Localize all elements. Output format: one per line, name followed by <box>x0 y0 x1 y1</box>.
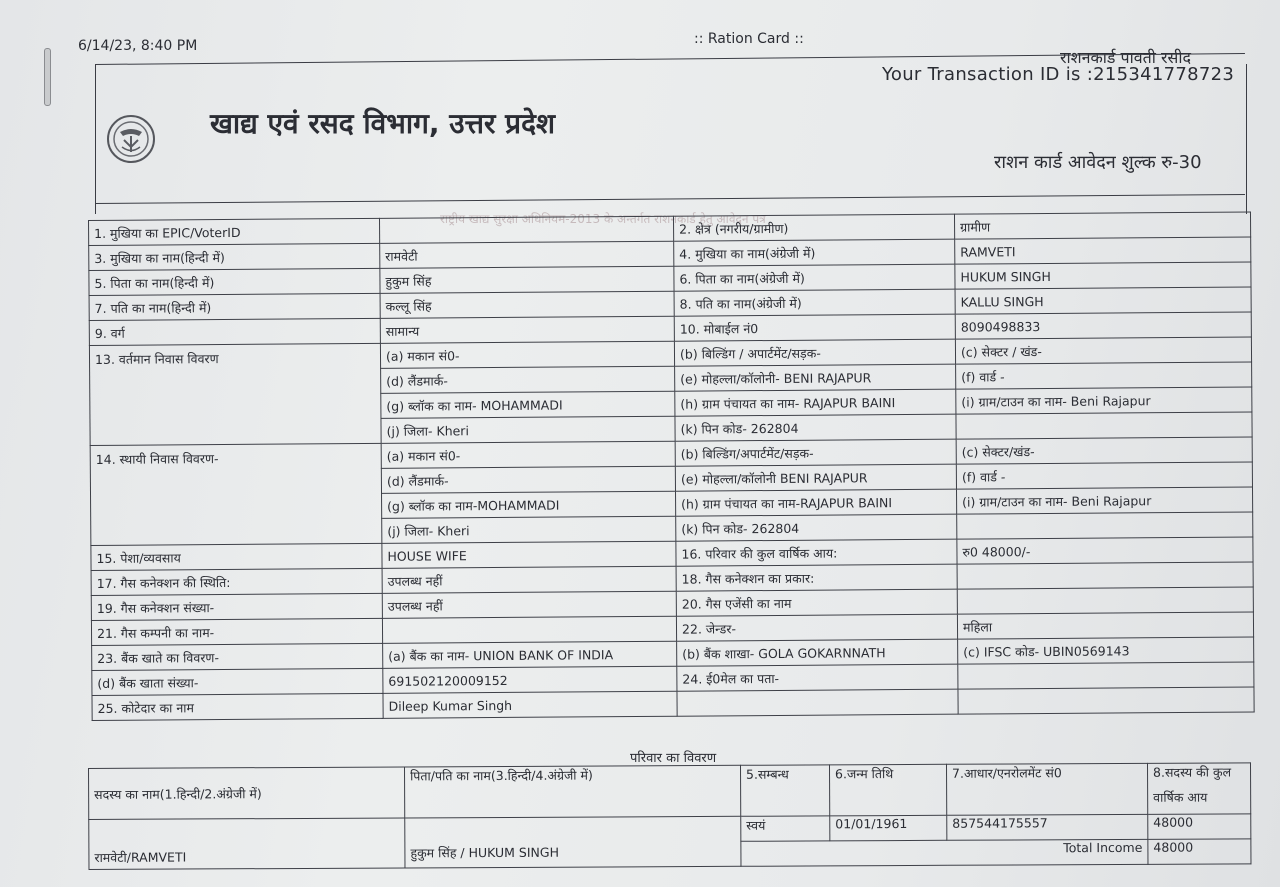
form-watermark: राष्ट्रीय खाद्य सुरक्षा अधिनियम-2013 के अन्तर्गत राशनकार्ड हेतु आवेदन पत्र <box>440 212 766 226</box>
label-gas-agency: 20. गैस एजेंसी का नाम <box>676 589 957 616</box>
permanent-building: (b) बिल्डिंग/अपार्टमेंट/सड़क- <box>675 439 956 466</box>
header-member-income-line2: वार्षिक आय <box>1153 789 1208 805</box>
label-bank-details: 23. बैंक खाते का विवरण- <box>92 643 383 670</box>
value-gas-type <box>957 562 1253 589</box>
value-family-income: रु0 48000/- <box>957 537 1253 564</box>
current-locality: (e) मोहल्ला/कॉलोनी- BENI RAJAPUR <box>675 364 956 391</box>
value-category: सामान्य <box>380 316 674 343</box>
member-parent-name: हुकुम सिंह / HUKUM SINGH <box>405 816 741 868</box>
page-title: :: Ration Card :: <box>694 31 804 47</box>
label-gender: 22. जेन्डर- <box>676 614 957 641</box>
label-head-name-english: 4. मुखिया का नाम(अंग्रेजी में) <box>674 239 955 266</box>
label-permanent-address: 14. स्थायी निवास विवरण- <box>90 443 382 545</box>
label-occupation: 15. पेशा/व्यवसाय <box>91 543 382 570</box>
label-epic: 1. मुखिया का EPIC/VoterID <box>89 218 380 245</box>
value-bank-name: (a) बैंक का नाम- UNION BANK OF INDIA <box>383 641 677 668</box>
label-account-number: (d) बैंक खाता संख्या- <box>92 668 383 695</box>
label-husband-name-english: 8. पति का नाम(अंग्रेजी में) <box>674 289 955 316</box>
value-father-name-english: HUKUM SINGH <box>955 262 1251 289</box>
value-mobile: 8090498833 <box>955 312 1251 339</box>
current-village: (i) ग्राम/टाउन का नाम- Beni Rajapur <box>956 387 1252 414</box>
label-gas-status: 17. गैस कनेक्शन की स्थिति: <box>91 568 382 595</box>
permanent-block: (g) ब्लॉक का नाम-MOHAMMADI <box>382 491 676 518</box>
header-parent-name: पिता/पति का नाम(3.हिन्दी/4.अंग्रेजी में) <box>404 765 740 818</box>
transaction-id: Your Transaction ID is :215341778723 <box>882 64 1235 85</box>
label-head-name-hindi: 3. मुखिया का नाम(हिन्दी में) <box>89 243 380 270</box>
label-husband-name-hindi: 7. पति का नाम(हिन्दी में) <box>89 293 380 320</box>
value-head-name-hindi: रामवेटी <box>380 241 674 268</box>
permanent-ward: (f) वार्ड - <box>956 462 1252 489</box>
punch-hole-mark <box>44 48 51 106</box>
value-account-number: 691502120009152 <box>383 666 677 693</box>
value-area: ग्रामीण <box>954 212 1250 239</box>
value-email <box>958 662 1254 689</box>
label-family-income: 16. परिवार की कुल वार्षिक आय: <box>676 539 957 566</box>
family-details-table <box>88 762 1251 870</box>
label-gas-type: 18. गैस कनेक्शन का प्रकार: <box>676 564 957 591</box>
total-income-value: 48000 <box>1148 839 1251 865</box>
family-details-caption: परिवार का विवरण <box>630 751 717 766</box>
member-income: 48000 <box>1148 814 1251 840</box>
current-block: (g) ब्लॉक का नाम- MOHAMMADI <box>381 391 675 418</box>
permanent-locality: (e) मोहल्ला/कॉलोनी BENI RAJAPUR <box>675 464 956 491</box>
current-empty <box>956 412 1252 439</box>
value-occupation: HOUSE WIFE <box>382 541 676 568</box>
header-member-income-line1: 8.सदस्य की कुल <box>1152 764 1232 780</box>
header-member-name: सदस्य का नाम(1.हिन्दी/2.अंग्रेजी में) <box>89 767 405 820</box>
current-ward: (f) वार्ड - <box>956 362 1252 389</box>
dealer-empty-a <box>677 689 958 716</box>
value-bank-branch: (b) बैंक शाखा- GOLA GOKARNNATH <box>677 639 958 666</box>
department-title: खाद्य एवं रसद विभाग, उत्तर प्रदेश <box>210 107 555 140</box>
current-landmark: (d) लैंडमार्क- <box>381 366 675 393</box>
permanent-house-no: (a) मकान सं0- <box>381 441 675 468</box>
value-dealer-name: Dileep Kumar Singh <box>383 691 677 718</box>
current-sector: (c) सेक्टर / खंड- <box>955 337 1251 364</box>
up-emblem-icon <box>106 114 156 164</box>
permanent-landmark: (d) लैंडमार्क- <box>381 466 675 493</box>
value-gas-company <box>382 616 676 643</box>
label-father-name-hindi: 5. पिता का नाम(हिन्दी में) <box>89 268 380 295</box>
application-fee: राशन कार्ड आवेदन शुल्क रु-30 <box>994 152 1202 173</box>
header-dob: 6.जन्म तिथि <box>829 764 946 816</box>
applicant-details-table <box>88 211 1255 721</box>
current-district: (j) जिला- Kheri <box>381 416 675 443</box>
value-father-name-hindi: हुकुम सिंह <box>380 266 674 293</box>
label-mobile: 10. मोबाईल नं0 <box>674 314 955 341</box>
header-relation: 5.सम्बन्ध <box>740 765 829 816</box>
label-category: 9. वर्ग <box>89 318 380 345</box>
value-gas-number: उपलब्ध नहीं <box>382 591 676 618</box>
current-pincode: (k) पिन कोड- 262804 <box>675 414 956 441</box>
value-husband-name-english: KALLU SINGH <box>955 287 1251 314</box>
current-panchayat: (h) ग्राम पंचायत का नाम- RAJAPUR BAINI <box>675 389 956 416</box>
current-house-no: (a) मकान सं0- <box>380 341 674 368</box>
value-epic <box>379 216 673 243</box>
label-area: 2. क्षेत्र (नगरीय/ग्रामीण) <box>673 214 954 241</box>
value-ifsc: (c) IFSC कोड- UBIN0569143 <box>958 637 1254 664</box>
permanent-sector: (c) सेक्टर/खंड- <box>956 437 1252 464</box>
label-gas-number: 19. गैस कनेक्शन संख्या- <box>91 593 382 620</box>
permanent-pincode: (k) पिन कोड- 262804 <box>676 514 957 541</box>
dealer-empty-b <box>958 687 1254 714</box>
current-building: (b) बिल्डिंग / अपार्टमेंट/सड़क- <box>674 339 955 366</box>
permanent-village: (i) ग्राम/टाउन का नाम- Beni Rajapur <box>956 487 1252 514</box>
permanent-empty <box>957 512 1253 539</box>
header-aadhaar: 7.आधार/एनरोलमेंट सं0 <box>946 763 1147 815</box>
label-gas-company: 21. गैस कम्पनी का नाम- <box>91 618 382 645</box>
label-current-address: 13. वर्तमान निवास विवरण <box>89 343 381 445</box>
member-dob: 01/01/1961 <box>830 815 947 841</box>
member-name: रामवेटी/RAMVETI <box>89 818 405 870</box>
value-head-name-english: RAMVETI <box>955 237 1251 264</box>
label-dealer-name: 25. कोटेदार का नाम <box>92 693 383 720</box>
total-income-label: Total Income <box>741 839 1148 866</box>
permanent-district: (j) जिला- Kheri <box>382 516 676 543</box>
label-email: 24. ई0मेल का पता- <box>677 664 958 691</box>
value-gender: महिला <box>957 612 1253 639</box>
header-member-income <box>1147 763 1250 815</box>
permanent-panchayat: (h) ग्राम पंचायत का नाम-RAJAPUR BAINI <box>676 489 957 516</box>
print-datetime: 6/14/23, 8:40 PM <box>78 38 198 54</box>
label-father-name-english: 6. पिता का नाम(अंग्रेजी में) <box>674 264 955 291</box>
value-gas-agency <box>957 587 1253 614</box>
value-gas-status: उपलब्ध नहीं <box>382 566 676 593</box>
member-aadhaar: 857544175557 <box>947 814 1148 840</box>
receipt-label: राशनकार्ड पावती रसीद <box>1060 48 1192 67</box>
member-relation: स्वयं <box>741 816 830 841</box>
value-husband-name-hindi: कल्लू सिंह <box>380 291 674 318</box>
